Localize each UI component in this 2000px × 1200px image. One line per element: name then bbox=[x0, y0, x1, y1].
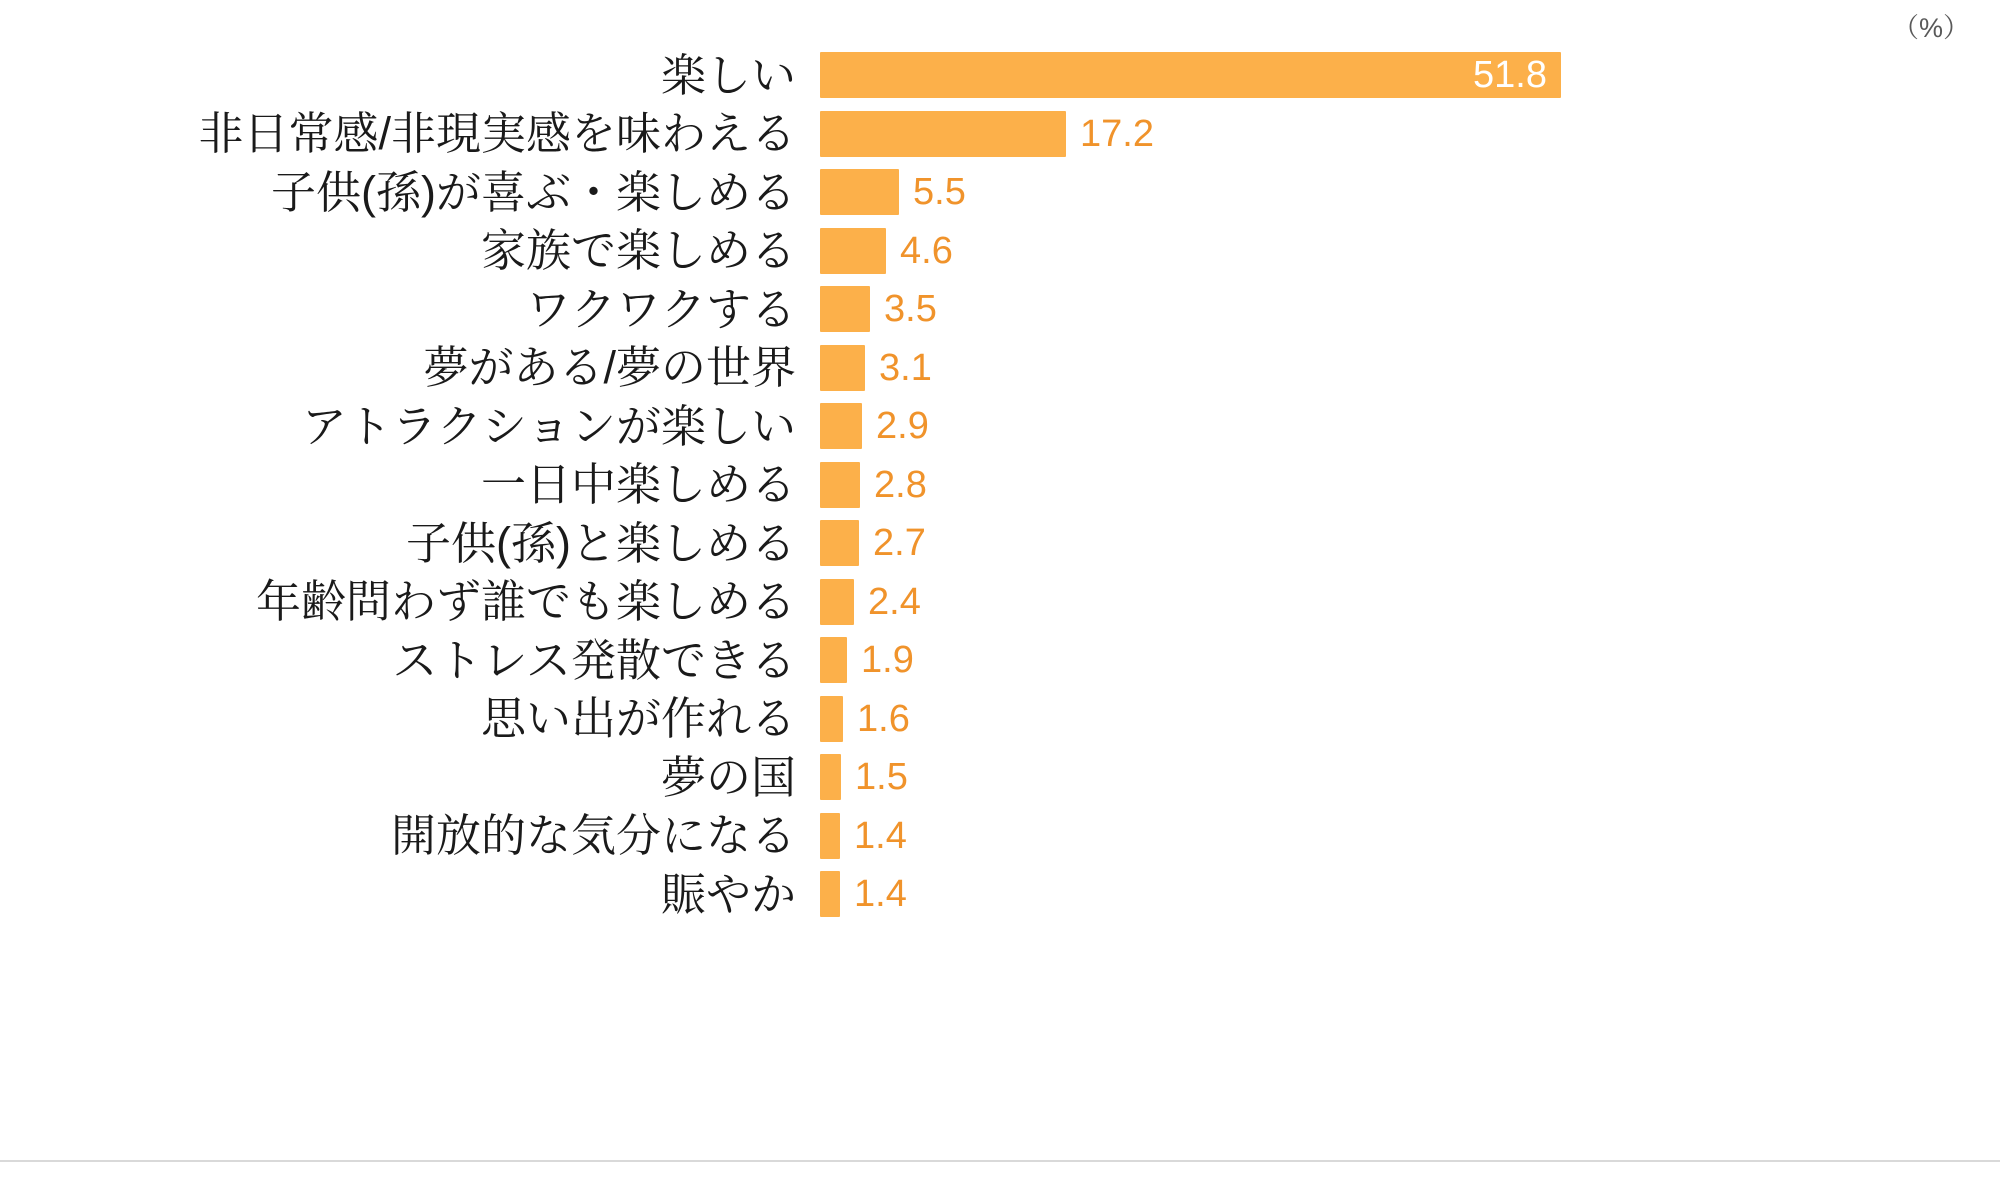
bar-value-label: 1.5 bbox=[855, 756, 908, 799]
chart-row bbox=[0, 573, 2000, 632]
bar-area bbox=[820, 280, 2000, 339]
bar bbox=[820, 345, 865, 391]
bar-area bbox=[820, 105, 2000, 164]
category-label: ストレス発散できる bbox=[392, 634, 796, 686]
bar-value-label: 5.5 bbox=[913, 171, 966, 214]
bar-value-label: 1.6 bbox=[857, 697, 910, 740]
bar bbox=[820, 228, 886, 274]
bar-value-label: 2.8 bbox=[874, 463, 927, 506]
category-label: アトラクションが楽しい bbox=[301, 400, 796, 452]
bar-value-label: 3.5 bbox=[884, 288, 937, 331]
category-label: 開放的な気分になる bbox=[390, 810, 796, 862]
bar bbox=[820, 637, 847, 683]
bar-value-label: 2.7 bbox=[873, 522, 926, 565]
bar bbox=[820, 52, 1561, 98]
category-label: 夢の国 bbox=[660, 751, 796, 803]
bar bbox=[820, 403, 862, 449]
bar-area bbox=[820, 456, 2000, 515]
bar-area bbox=[820, 163, 2000, 222]
bar bbox=[820, 813, 840, 859]
bar-area bbox=[820, 631, 2000, 690]
bar bbox=[820, 111, 1066, 157]
bar bbox=[820, 754, 841, 800]
bar bbox=[820, 169, 899, 215]
chart-row bbox=[0, 397, 2000, 456]
bar bbox=[820, 286, 870, 332]
bar-value-label: 1.4 bbox=[854, 873, 907, 916]
bar bbox=[820, 520, 859, 566]
category-label: 子供(孫)が喜ぶ・楽しめる bbox=[271, 166, 796, 218]
category-label: 夢がある/夢の世界 bbox=[423, 342, 796, 394]
bar bbox=[820, 871, 840, 917]
bar bbox=[820, 462, 860, 508]
chart-row bbox=[0, 865, 2000, 924]
bar-area bbox=[820, 690, 2000, 749]
chart-row bbox=[0, 222, 2000, 281]
chart-row bbox=[0, 690, 2000, 749]
category-label: ワクワクする bbox=[525, 283, 796, 335]
category-label: 楽しい bbox=[660, 49, 796, 101]
bar-area bbox=[820, 397, 2000, 456]
chart-row bbox=[0, 339, 2000, 398]
chart-row bbox=[0, 631, 2000, 690]
bar-value-label: 1.9 bbox=[861, 639, 914, 682]
category-label: 思い出が作れる bbox=[480, 693, 796, 745]
bar-area bbox=[820, 222, 2000, 281]
chart-row bbox=[0, 456, 2000, 515]
unit-label: （%） bbox=[1891, 13, 1970, 43]
bar-area bbox=[820, 573, 2000, 632]
chart-row bbox=[0, 807, 2000, 866]
chart-row bbox=[0, 514, 2000, 573]
bar bbox=[820, 696, 843, 742]
bar-area bbox=[820, 748, 2000, 807]
bar-value-label: 2.9 bbox=[876, 405, 929, 448]
bar-area bbox=[820, 46, 2000, 105]
chart-row bbox=[0, 280, 2000, 339]
bar-area bbox=[820, 514, 2000, 573]
chart-plot-area bbox=[0, 46, 2000, 924]
bar-area bbox=[820, 339, 2000, 398]
chart-row bbox=[0, 163, 2000, 222]
chart-row bbox=[0, 105, 2000, 164]
bar-value-label: 1.4 bbox=[854, 814, 907, 857]
bar-value-label: 17.2 bbox=[1080, 112, 1154, 155]
chart-row bbox=[0, 46, 2000, 105]
category-label: 賑やか bbox=[660, 868, 796, 920]
bar-value-label: 4.6 bbox=[900, 229, 953, 272]
bar-value-label: 3.1 bbox=[879, 346, 932, 389]
bar-value-label: 2.4 bbox=[868, 580, 921, 623]
bar-value-label: 51.8 bbox=[1473, 54, 1547, 97]
category-label: 子供(孫)と楽しめる bbox=[406, 517, 796, 569]
axis-baseline bbox=[0, 1160, 2000, 1162]
bar bbox=[820, 579, 854, 625]
category-label: 非日常感/非現実感を味わえる bbox=[198, 108, 796, 160]
category-label: 年齢問わず誰でも楽しめる bbox=[255, 576, 796, 628]
bar-area bbox=[820, 807, 2000, 866]
category-label: 家族で楽しめる bbox=[480, 225, 796, 277]
category-label: 一日中楽しめる bbox=[480, 459, 796, 511]
bar-area bbox=[820, 865, 2000, 924]
chart-row bbox=[0, 748, 2000, 807]
